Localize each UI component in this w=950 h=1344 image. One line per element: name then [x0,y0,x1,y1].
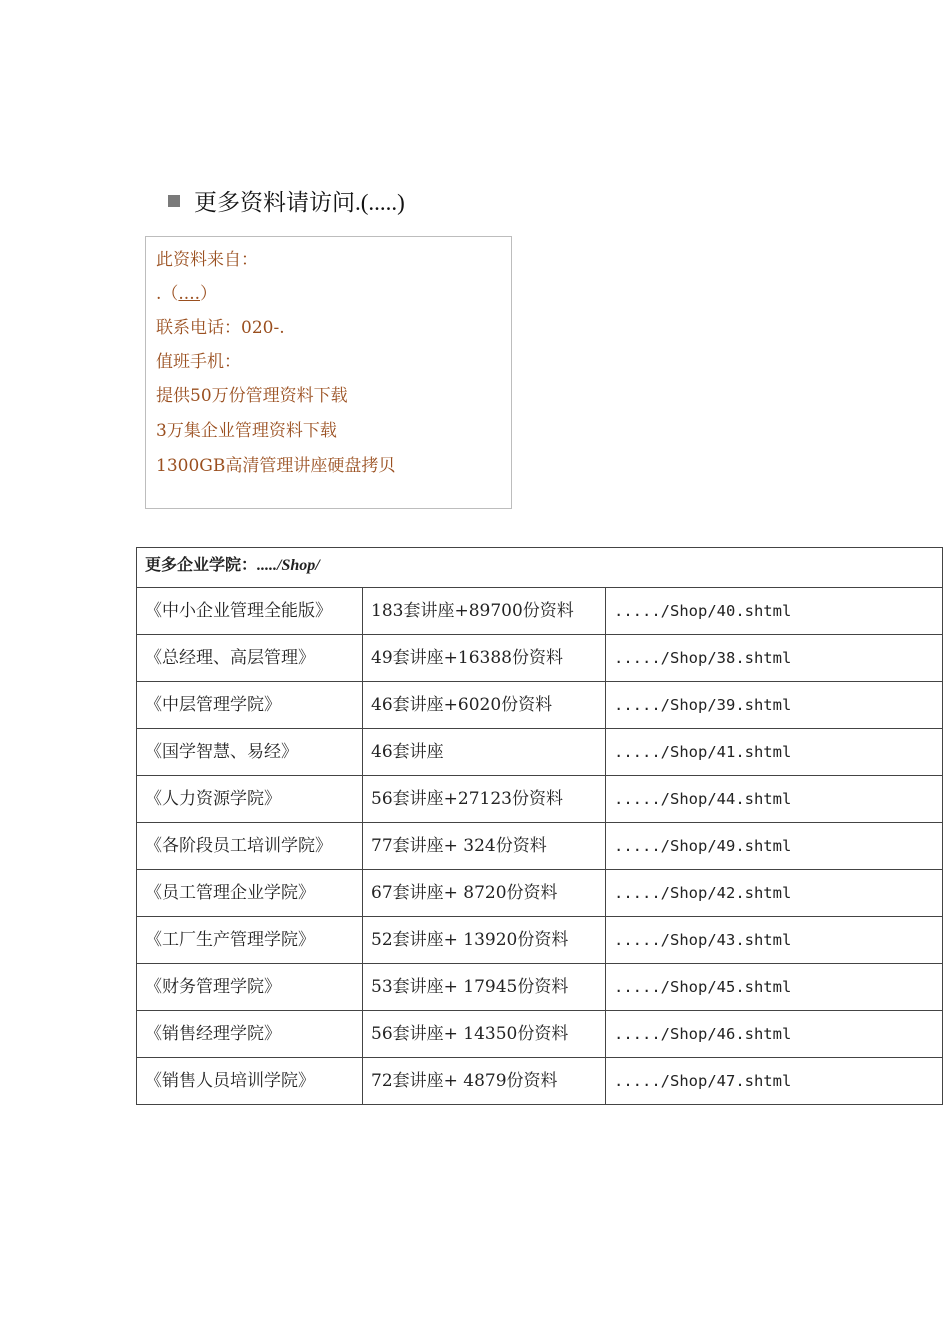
academy-name-cell: 《中层管理学院》 [137,682,363,729]
page-heading [168,184,405,217]
table-row [137,682,943,729]
academy-content-cell: 52套讲座+ 13920份资料 [363,917,606,964]
academy-url-cell[interactable]: ...../Shop/43.shtml [606,917,943,964]
source-label: 此资料来自： [156,250,258,270]
table-row [137,823,943,870]
academy-name-cell: 《总经理、高层管理》 [137,635,363,682]
academy-name-cell: 《员工管理企业学院》 [137,870,363,917]
header-link[interactable]: ...../Shop/ [257,557,320,574]
academy-content-cell: 46套讲座 [363,729,606,776]
academy-name-cell: 《财务管理学院》 [137,964,363,1011]
offer-line-2: 3万集企业管理资料下载 [156,421,337,441]
square-bullet-icon [168,195,180,207]
table-row [137,1011,943,1058]
table-row [137,917,943,964]
academy-content-cell: 56套讲座+27123份资料 [363,776,606,823]
academy-content-cell: 56套讲座+ 14350份资料 [363,1011,606,1058]
table-row [137,964,943,1011]
source-prefix: .（ [156,284,179,304]
academy-table [136,547,943,1105]
academy-content-cell: 46套讲座+6020份资料 [363,682,606,729]
academy-url-cell[interactable]: ...../Shop/45.shtml [606,964,943,1011]
phone-line: 联系电话：020-. [156,318,285,338]
academy-url-cell[interactable]: ...../Shop/38.shtml [606,635,943,682]
academy-name-cell: 《销售人员培训学院》 [137,1058,363,1105]
source-suffix: ） [200,284,218,304]
heading-text: 更多资料请访问.(.....) [194,190,405,215]
academy-content-cell: 67套讲座+ 8720份资料 [363,870,606,917]
academy-url-cell[interactable]: ...../Shop/47.shtml [606,1058,943,1105]
academy-name-cell: 《中小企业管理全能版》 [137,588,363,635]
academy-name-cell: 《各阶段员工培训学院》 [137,823,363,870]
header-label: 更多企业学院： [145,555,258,574]
academy-url-cell[interactable]: ...../Shop/46.shtml [606,1011,943,1058]
academy-name-cell: 《工厂生产管理学院》 [137,917,363,964]
academy-name-cell: 《国学智慧、易经》 [137,729,363,776]
table-row [137,870,943,917]
academy-url-cell[interactable]: ...../Shop/40.shtml [606,588,943,635]
duty-phone-line: 值班手机： [156,352,241,372]
academy-content-cell: 77套讲座+ 324份资料 [363,823,606,870]
academy-content-cell: 72套讲座+ 4879份资料 [363,1058,606,1105]
table-row [137,588,943,635]
academy-url-cell[interactable]: ...../Shop/39.shtml [606,682,943,729]
academy-content-cell: 53套讲座+ 17945份资料 [363,964,606,1011]
academy-url-cell[interactable]: ...../Shop/42.shtml [606,870,943,917]
academy-url-cell[interactable]: ...../Shop/44.shtml [606,776,943,823]
offer-line-3: 1300GB高清管理讲座硬盘拷贝 [156,456,396,476]
table-header-row [137,548,943,588]
table-header-cell [137,548,943,588]
academy-url-cell[interactable]: ...../Shop/41.shtml [606,729,943,776]
table-row [137,635,943,682]
academy-name-cell: 《人力资源学院》 [137,776,363,823]
table-row [137,1058,943,1105]
table-row [137,729,943,776]
offer-line-1: 提供50万份管理资料下载 [156,386,348,406]
source-link[interactable]: .... [178,284,201,304]
academy-url-cell[interactable]: ...../Shop/49.shtml [606,823,943,870]
table-row [137,776,943,823]
source-line [156,277,501,311]
academy-name-cell: 《销售经理学院》 [137,1011,363,1058]
academy-content-cell: 49套讲座+16388份资料 [363,635,606,682]
source-info-box [145,236,512,509]
academy-content-cell: 183套讲座+89700份资料 [363,588,606,635]
